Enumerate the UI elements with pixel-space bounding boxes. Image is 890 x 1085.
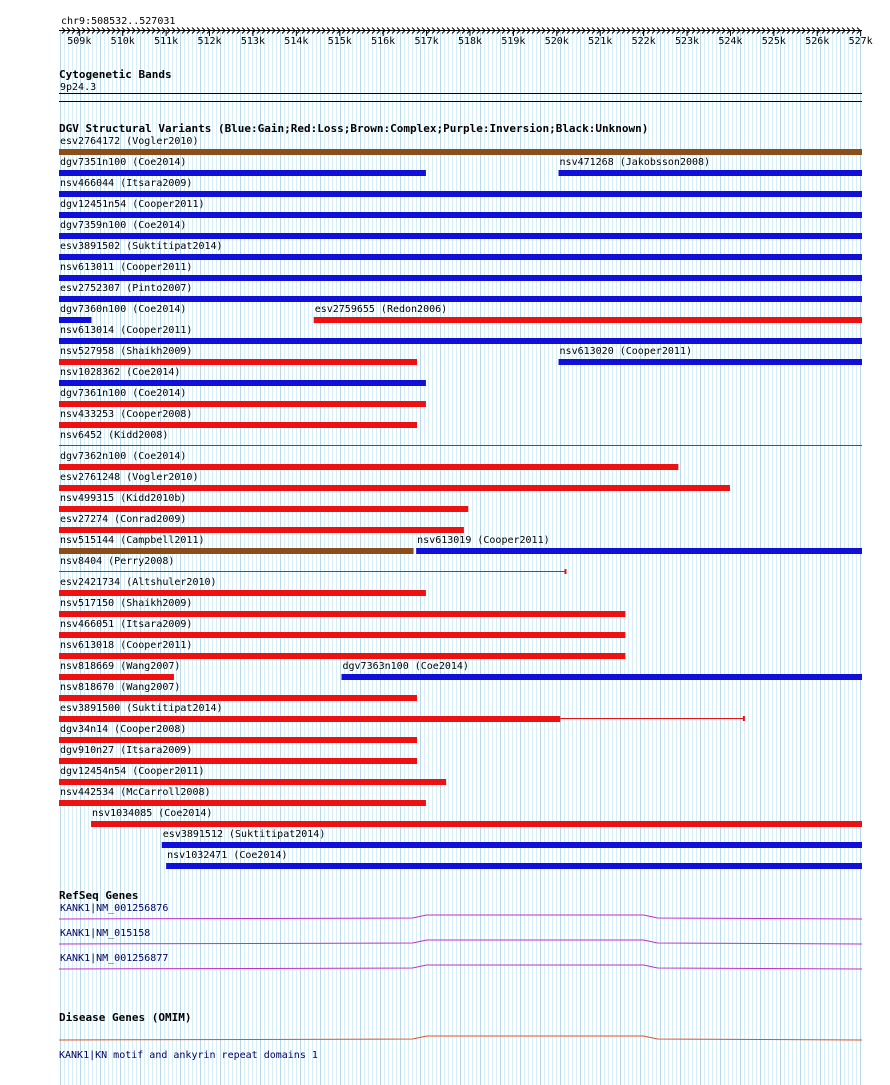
variant-label: dgv12454n54 (Cooper2011) [60, 766, 205, 777]
variant-bar [416, 548, 862, 554]
ruler-tick-label: 513k [240, 36, 265, 47]
variant-label: dgv7351n100 (Coe2014) [60, 157, 187, 168]
ruler-tick-label: 512k [197, 36, 222, 47]
variant-bar [59, 401, 426, 407]
variant-label: esv27274 (Conrad2009) [60, 514, 187, 525]
variant-bar [59, 191, 862, 197]
variant-bar [59, 590, 426, 596]
variant-bar [59, 758, 417, 764]
ruler-tick-label: 510k [110, 36, 135, 47]
ruler-tick-label: 525k [761, 36, 786, 47]
variant-label: dgv7359n100 (Coe2014) [60, 220, 187, 231]
variant-bar [59, 548, 414, 554]
variant-label: nsv433253 (Cooper2008) [60, 409, 193, 420]
variant-bar [59, 233, 862, 239]
variant-bar [559, 359, 862, 365]
cytoband-label: 9p24.3 [60, 82, 97, 93]
variant-label: dgv7363n100 (Coe2014) [342, 661, 469, 672]
variant-label: dgv7360n100 (Coe2014) [60, 304, 187, 315]
variant-bar [59, 359, 417, 365]
variant-label: esv2761248 (Vogler2010) [60, 472, 199, 483]
variant-label: nsv8404 (Perry2008) [60, 556, 175, 567]
variant-bar [162, 842, 862, 848]
variant-bar [59, 674, 174, 680]
variant-bar [59, 571, 565, 572]
variant-bar [59, 464, 678, 470]
variant-label: nsv517150 (Shaikh2009) [60, 598, 193, 609]
variant-bar [59, 779, 446, 785]
variant-label: dgv12451n54 (Cooper2011) [60, 199, 205, 210]
ruler-tick-label: 523k [674, 36, 700, 47]
ruler-tick-label: 515k [327, 36, 352, 47]
variant-bar [59, 380, 426, 386]
variant-label: nsv613018 (Cooper2011) [60, 640, 193, 651]
variant-bar [59, 254, 862, 260]
variant-bar [59, 485, 730, 491]
ruler-tick-label: 518k [457, 36, 483, 47]
cytoband-line-bottom [59, 101, 862, 102]
variant-bar [59, 506, 468, 512]
variant-bar [59, 296, 862, 302]
locus-label: chr9:508532..527031 [61, 16, 176, 27]
variant-label: esv3891500 (Suktitipat2014) [60, 703, 223, 714]
variant-bar [59, 695, 417, 701]
variant-label: nsv499315 (Kidd2010b) [60, 493, 187, 504]
variant-bar [314, 317, 862, 323]
variant-bar [59, 212, 862, 218]
variant-bar [59, 527, 464, 533]
variant-label: nsv613014 (Cooper2011) [60, 325, 193, 336]
omim-gene-label: KANK1|KN motif and ankyrin repeat domains 1 [59, 1050, 318, 1061]
variant-bar [59, 338, 862, 344]
ruler-tick-label: 522k [631, 36, 656, 47]
coordinate-ruler [59, 28, 873, 48]
variant-label: nsv1034085 (Coe2014) [92, 808, 213, 819]
variant-bar [59, 800, 426, 806]
ruler-tick-label: 520k [544, 36, 569, 47]
ruler-tick-label: 516k [371, 36, 396, 47]
ruler-tick-label: 517k [414, 36, 439, 47]
variant-bar [59, 422, 417, 428]
variant-label: dgv7361n100 (Coe2014) [60, 388, 187, 399]
variant-label: nsv613019 (Cooper2011) [417, 535, 550, 546]
variant-label: nsv442534 (McCarroll2008) [60, 787, 211, 798]
variant-bar [59, 149, 862, 155]
variant-bar [91, 821, 862, 827]
variant-label: esv2421734 (Altshuler2010) [60, 577, 217, 588]
ruler-tick-label: 527k [848, 36, 873, 47]
variant-label: esv3891502 (Suktitipat2014) [60, 241, 223, 252]
variant-label: nsv818669 (Wang2007) [60, 661, 181, 672]
ruler-tick-label: 521k [588, 36, 613, 47]
ruler-tick-label: 511k [154, 36, 179, 47]
variant-label: nsv613011 (Cooper2011) [60, 262, 193, 273]
variant-bar [59, 611, 625, 617]
variant-label: nsv613020 (Cooper2011) [559, 346, 692, 357]
variant-bar [166, 863, 862, 869]
variant-label: nsv527958 (Shaikh2009) [60, 346, 193, 357]
variant-label: dgv7362n100 (Coe2014) [60, 451, 187, 462]
variant-bar [59, 317, 91, 323]
variant-bar [59, 737, 417, 743]
variant-bar [559, 170, 862, 176]
cytoband-track-title: Cytogenetic Bands [59, 68, 172, 81]
variant-bar [59, 445, 862, 446]
variant-label: nsv1032471 (Coe2014) [167, 850, 288, 861]
variant-label: nsv471268 (Jakobsson2008) [559, 157, 711, 168]
omim-track-title: Disease Genes (OMIM) [59, 1011, 192, 1024]
cytoband-line-top [59, 93, 862, 94]
ruler-tick-label: 524k [718, 36, 743, 47]
variant-bar-end [564, 569, 566, 574]
variant-label: nsv818670 (Wang2007) [60, 682, 181, 693]
variant-label: esv2759655 (Redon2006) [314, 304, 448, 315]
variant-bar [59, 653, 625, 659]
variant-label: nsv6452 (Kidd2008) [60, 430, 169, 441]
ruler-tick-label: 526k [805, 36, 830, 47]
variant-label: esv3891512 (Suktitipat2014) [162, 829, 326, 840]
gene-label: KANK1|NM_001256876 [60, 903, 169, 914]
variant-bar [59, 275, 862, 281]
dgv-track-title: DGV Structural Variants (Blue:Gain;Red:Loss;Brown:Complex;Purple:Inversion;Black:Unknown) [59, 122, 649, 135]
ruler-tick-label: 519k [501, 36, 526, 47]
ruler-tick-label: 514k [284, 36, 309, 47]
variant-bar [59, 170, 426, 176]
variant-label: nsv515144 (Campbell2011) [60, 535, 205, 546]
variant-label: dgv34n14 (Cooper2008) [60, 724, 187, 735]
variant-bar [341, 674, 862, 680]
refseq-track-title: RefSeq Genes [59, 889, 139, 902]
variant-tail-end [743, 716, 745, 721]
gene-label: KANK1|NM_015158 [60, 928, 151, 939]
variant-label: nsv466051 (Itsara2009) [60, 619, 193, 630]
variant-label: dgv910n27 (Itsara2009) [60, 745, 193, 756]
variant-label: nsv466044 (Itsara2009) [60, 178, 193, 189]
ruler-tick-label: 509k [67, 36, 92, 47]
variant-tail [560, 718, 744, 719]
variant-bar [59, 632, 625, 638]
variant-label: nsv1028362 (Coe2014) [60, 367, 181, 378]
gene-label: KANK1|NM_001256877 [60, 953, 169, 964]
variant-bar [59, 716, 560, 722]
variant-label: esv2764172 (Vogler2010) [60, 136, 199, 147]
variant-label: esv2752307 (Pinto2007) [60, 283, 193, 294]
